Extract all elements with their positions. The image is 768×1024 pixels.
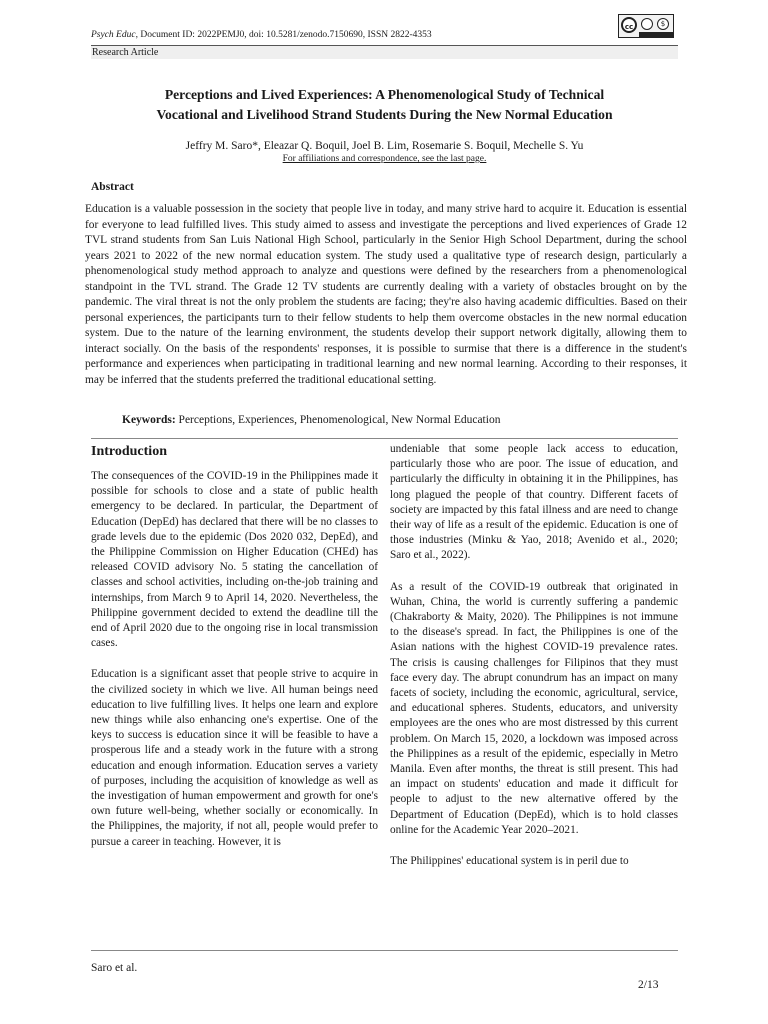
section-divider	[91, 438, 678, 439]
section-label: Research Article	[92, 47, 159, 58]
paper-title	[91, 85, 678, 125]
right-column	[390, 442, 678, 885]
section-bar	[91, 46, 678, 59]
license-strip	[639, 32, 673, 37]
title-line-1: Perceptions and Lived Experiences: A Phenomenological Study of Technical	[164, 87, 605, 102]
footer-author: Saro et al.	[91, 962, 138, 974]
paragraph: Education is a significant asset that people strive to acquire in the civilized society in which we live. All human beings need education to live fulfilling lives. It helps one learn and explore new things while also enhancing one's expertise. One of the keys to success is education since it will be feasible to have a prosperous life and a steady work in the future with a strong education and enough information. Education serves a variety of purposes, including the acquisition of knowledge as well as the investigation of human empowerment and growth for one's own future well-being, whether socially or economically. In the Philippines, the majority, if not all, people would prefer to pursue a career in teaching. However, it is	[91, 668, 378, 848]
keywords	[122, 414, 500, 426]
paragraph: The consequences of the COVID-19 in the Philippines made it possible for schools to close and a state of public health emergency to be declared. In particular, the Department of Education (DepEd) has declared that there will be no classes to grade levels due to the epidemic (Dos 2020 032, DepEd), and the Philippine Commission on Higher Education (CHEd) has released COVID advisory No. 5 stating the cancellation of classes and school activities, including on-the-job training and internships, from March 9 to April 14, 2020. Nevertheless, the Philippine government decided to extend the deadline till the end of April 2020 due to the ongoing rise in local transmission cases.	[91, 470, 378, 650]
noncommercial-icon: $	[657, 18, 669, 30]
paragraph: The Philippines' educational system is in peril due to	[390, 855, 629, 868]
title-line-2: Vocational and Livelihood Strand Students During the New Normal Education	[156, 107, 613, 122]
footer-rule	[91, 950, 678, 951]
paragraph: undeniable that some people lack access to education, particularly those who are poor. The issue of education, and particularly the difficulty in obtaining it in the Philippines, has long plagued the people of that country. Different facets of society are impacted by this fatal illness and are need to change their way of life as a result of the epidemic. Education is one of those industries (Minku & Yao, 2018; Avenido et al., 2020; Saro et al., 2022).	[390, 443, 678, 562]
cc-license-badge[interactable]	[618, 14, 674, 38]
abstract-text: Education is a valuable possession in the society that people live in today, and many strive hard to acquire it. Education is essential for everyone to lead fulfilled lives. This study aimed to assess and investigate the perceptions and lived experiences of Grade 12 TVL strand students from San Luis National High School, particularly in the Senior High School Department, during the school years 2021 to 2022 of the new normal education system. The study used a qualitative type of research design, particularly a phenomenological study method approach to analyze and questions were defined by the researchers from a phenomenological standpoint in the TVL strand. The Grade 12 TV students are currently dealing with a variety of obstacles brought on by the pandemic. The viral threat is not the only problem the students are facing; they're also having academic difficulties. Based on their personal experiences, the participants turn to their fellow students to help them overcome obstacles in the new normal education system. Due to the nature of the learning environment, the students develop their support network digitally, allowing them to interact socially. On the basis of the respondents' responses, it is possible to surmise that there is a difference in the student's performance and experiences when participating in traditional learning and new normal learning. According to their responses, it may be inferred that the students preferred the traditional educational setting.	[85, 203, 687, 386]
doc-meta: , Document ID: 2022PEMJ0, doi: 10.5281/zenodo.7150690, ISSN 2822-4353	[135, 30, 432, 40]
keywords-list: Perceptions, Experiences, Phenomenological, New Normal Education	[175, 414, 501, 426]
left-column	[91, 469, 378, 866]
introduction-heading: Introduction	[91, 444, 167, 459]
attribution-icon	[641, 18, 653, 30]
abstract-heading: Abstract	[91, 181, 134, 193]
cc-icon: cc	[621, 17, 637, 33]
page-number: 2/13	[638, 979, 659, 991]
keywords-label: Keywords:	[122, 414, 176, 426]
journal-name: Psych Educ	[91, 30, 136, 40]
journal-header	[91, 30, 432, 40]
author-list: Jeffry M. Saro*, Eleazar Q. Boquil, Joel B. Lim, Rosemarie S. Boquil, Mechelle S. Yu	[185, 140, 584, 152]
paragraph: As a result of the COVID-19 outbreak that originated in Wuhan, China, the world is currently suffering a pandemic (Chakraborty & Maity, 2020). The Philippines is not immune to the disease's spread. In fact, the Philippines is one of the Asian nations with the highest COVID-19 prevalence rates. The crisis is causing challenges for Filipinos that they must face every day. The abrupt conundrum has an impact on many facets of society, including the economic, agricultural, service, and educational spheres. Students, educators, and university employees are the ones who are most distressed by this current problem. On March 15, 2020, a lockdown was imposed across the Philippines as a result of the epidemic, especially in Metro Manila. Even after months, the threat is still present. This had an impact on students' education and made it difficult for people to adjust to the new alternative offered by the Department of Education (DepEd), which is to hold classes online for the Academic Year 2020–2021.	[390, 580, 678, 836]
affiliations-link[interactable]: For affiliations and correspondence, see the last page.	[282, 154, 487, 164]
